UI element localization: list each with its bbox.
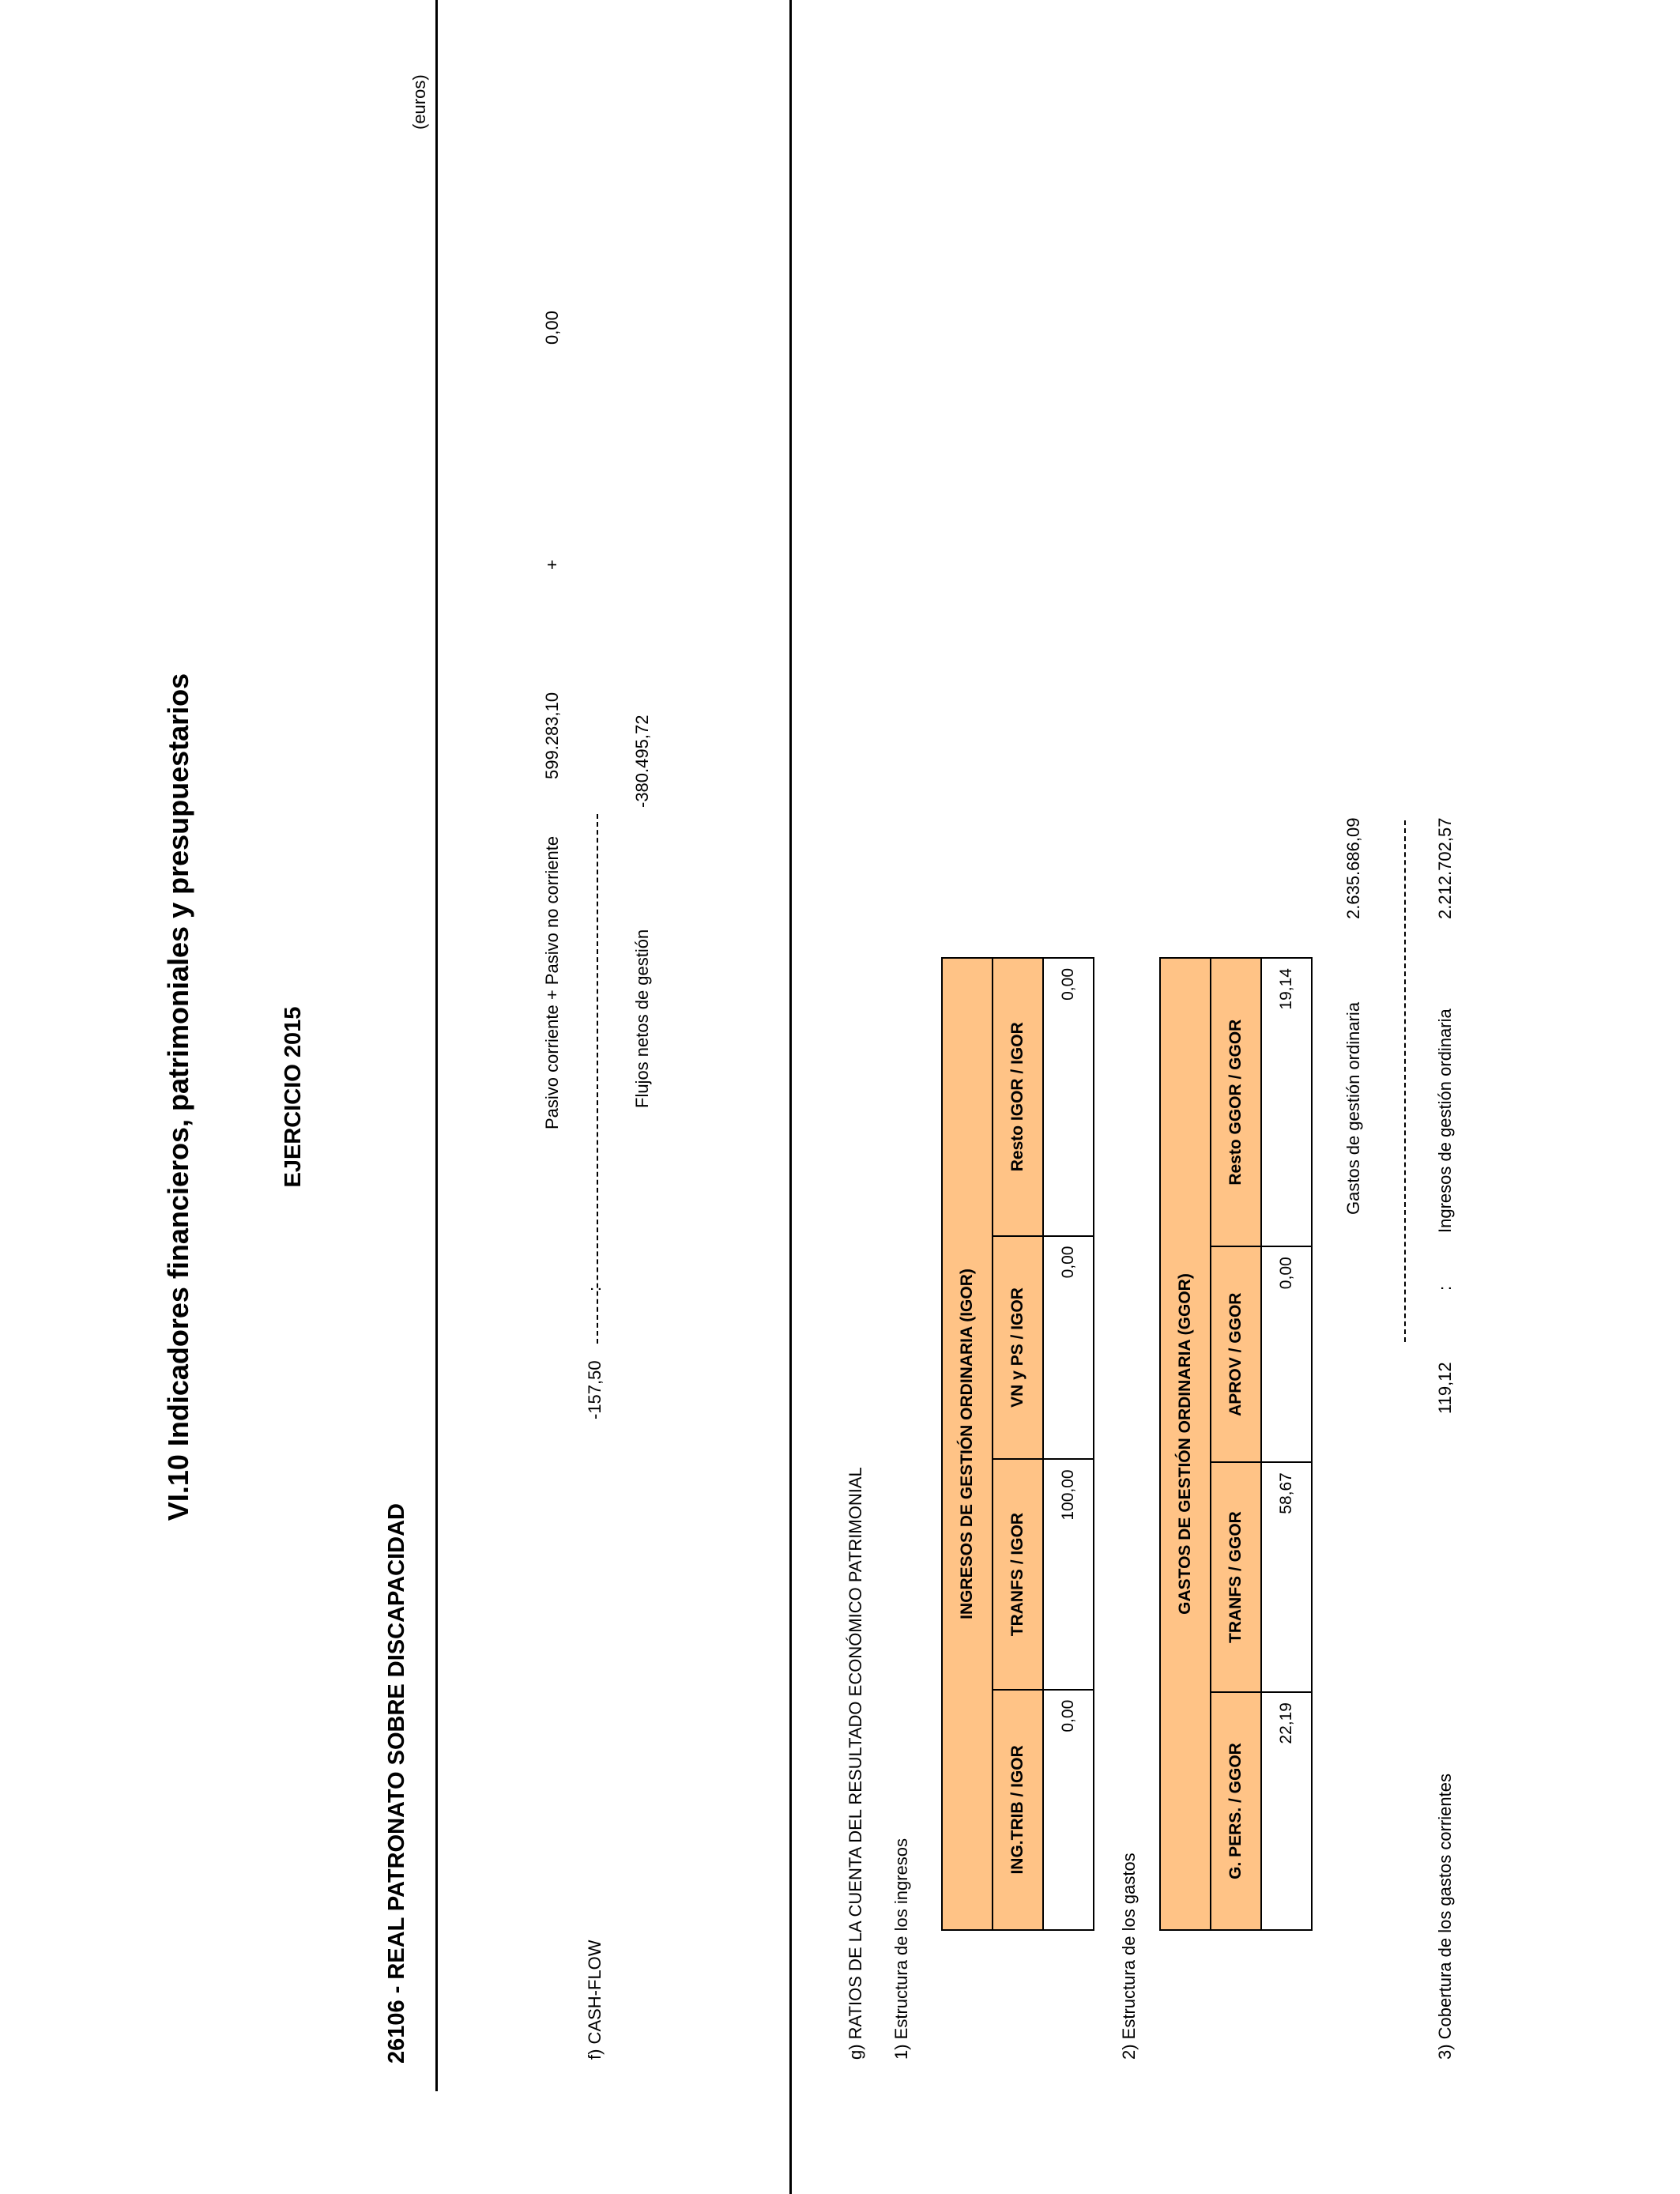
expense-structure-label: 2) Estructura de los gastos [1119,1853,1139,2060]
cash-flow-colon: : [585,1286,605,1291]
cash-flow-numerator-label: Pasivo corriente + Pasivo no corriente [542,835,562,1129]
top-rule [435,0,438,2091]
ratios-title: g) RATIOS DE LA CUENTA DEL RESULTADO ECONÓMICO PATRIMONIAL [846,1467,865,2060]
expense-val-resto: 19,14 [1261,958,1312,1246]
middle-rule [789,0,792,2194]
income-val-tranfs: 100,00 [1043,1459,1094,1689]
cash-flow-denominator-value: -380.495,72 [632,714,652,808]
cash-flow-numerator-value: 599.283,10 [542,692,562,779]
income-structure-label: 1) Estructura de los ingresos [891,1838,911,2060]
expense-structure-table [1159,957,1313,1931]
coverage-fraction-line [1404,820,1406,1342]
page-title: VI.10 Indicadores financieros, patrimoniales y presupuestarios [162,673,194,1521]
cash-flow-plus: + [542,560,562,570]
income-col-resto: Resto IGOR / IGOR [993,958,1043,1236]
exercise-year: EJERCICIO 2015 [281,1006,306,1188]
coverage-value: 119,12 [1435,1362,1455,1414]
cash-flow-value: -157,50 [585,1360,605,1419]
income-structure-table [941,957,1094,1931]
income-table-header: INGRESOS DE GESTIÓN ORDINARIA (IGOR) [942,958,993,1930]
entity-name: 26106 - REAL PATRONATO SOBRE DISCAPACIDAD [384,1503,409,2064]
expense-val-tranfs: 58,67 [1261,1462,1312,1692]
expense-col-g-pers: G. PERS. / GGOR [1211,1692,1261,1930]
coverage-numerator-label: Gastos de gestión ordinaria [1343,1001,1363,1215]
cash-flow-fraction-line [597,814,598,1344]
income-col-tranfs: TRANFS / IGOR [993,1459,1043,1689]
cash-flow-denominator-label: Flujos netos de gestión [632,929,652,1108]
income-col-ing-trib: ING.TRIB / IGOR [993,1690,1043,1930]
coverage-denominator-value: 2.212.702,57 [1435,817,1455,919]
expense-col-tranfs: TRANFS / GGOR [1211,1462,1261,1692]
expense-col-resto: Resto GGOR / GGOR [1211,958,1261,1246]
expense-col-aprov: APROV / GGOR [1211,1246,1261,1462]
income-col-vn-ps: VN y PS / IGOR [993,1236,1043,1460]
cash-flow-label: f) CASH-FLOW [585,1940,605,2060]
income-val-resto: 0,00 [1043,958,1094,1236]
expense-val-aprov: 0,00 [1261,1246,1312,1462]
coverage-denominator-label: Ingresos de gestión ordinaria [1435,1008,1455,1233]
coverage-label: 3) Cobertura de los gastos corrientes [1435,1774,1455,2060]
income-val-ing-trib: 0,00 [1043,1690,1094,1930]
coverage-colon: : [1435,1285,1455,1291]
units-label: (euros) [409,74,429,130]
income-val-vn-ps: 0,00 [1043,1236,1094,1460]
coverage-numerator-value: 2.635.686,09 [1343,817,1363,919]
expense-val-g-pers: 22,19 [1261,1692,1312,1930]
cash-flow-numerator-value-2: 0,00 [542,311,562,345]
expense-table-header: GASTOS DE GESTIÓN ORDINARIA (GGOR) [1160,958,1211,1930]
